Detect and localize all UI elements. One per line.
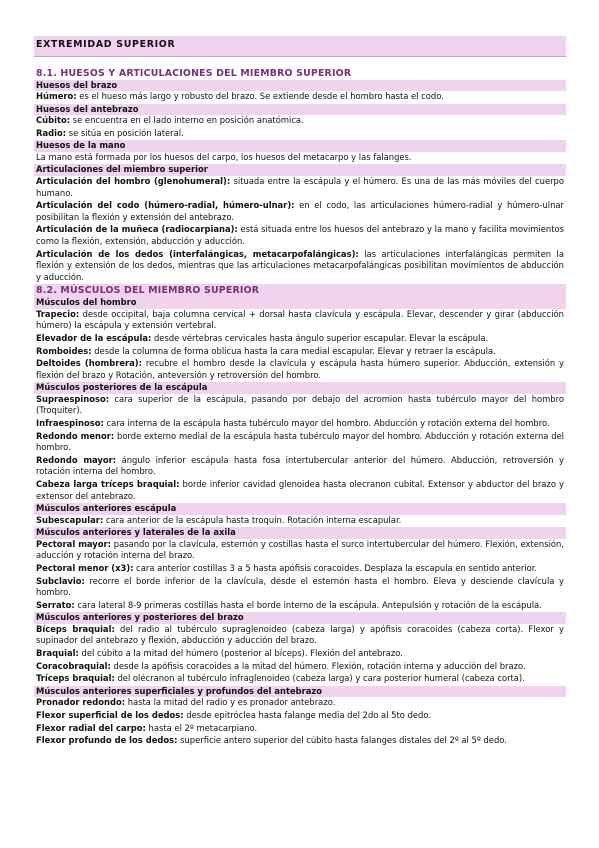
- term-description: La mano está formada por los huesos del carpo, los huesos del metacarpo y las falanges.: [36, 151, 412, 162]
- term-label: Subescapular:: [36, 514, 104, 525]
- term-description: borde inferior cavidad glenoidea hasta olecranon cubital. Extensor y abductor del brazo y extensor del antebrazo.: [36, 479, 564, 501]
- term-description: recorre el borde inferior de la clavícula, desde el esternón hasta el hombro. Eleva y desciende clavícula y hombro.: [36, 575, 564, 598]
- term-description: desde epitróclea hasta falange media del 2do al 5to dedo.: [183, 709, 431, 720]
- term-label: Flexor radial del carpo:: [36, 722, 146, 733]
- term-label: Pronador redondo:: [36, 697, 126, 708]
- term-label: Deltoides (hombrera):: [36, 358, 142, 369]
- term-description: cara anterior de la escápula hasta troquín. Rotación interna escapular.: [103, 514, 402, 525]
- term-label: Subclavio:: [36, 575, 85, 586]
- term-description: se encuentra en el lado interno en posición anatómica.: [70, 115, 304, 126]
- term-label: Braquial:: [36, 648, 79, 659]
- term-label: Articulación del codo (húmero-radial, húmero-ulnar):: [36, 200, 295, 211]
- subsection-heading: Músculos anteriores escápula: [34, 503, 566, 515]
- subsection-heading: Huesos del antebrazo: [34, 104, 566, 116]
- term-label: Articulación del hombro (glenohumeral):: [36, 175, 231, 186]
- term-label: Pectoral mayor:: [36, 538, 112, 549]
- paragraph: [34, 333, 566, 346]
- paragraph: [34, 224, 566, 248]
- term-description: hasta el 2º metacarpiano.: [145, 722, 258, 733]
- term-label: Pectoral menor (x3):: [36, 563, 134, 573]
- paragraph: [34, 358, 566, 382]
- paragraph: [34, 661, 566, 674]
- term-description: en el codo, las articulaciones húmero-radial y húmero-ulnar posibilitan la flexión y extensión del antebrazo.: [36, 200, 564, 222]
- term-description: cara interna de la escápula hasta tubérculo mayor del hombro. Abducción y rotación externa del hombro.: [103, 418, 550, 429]
- term-label: Cabeza larga tríceps braquial:: [36, 479, 180, 490]
- paragraph: [34, 115, 566, 128]
- paragraph: [34, 176, 566, 200]
- term-description: del cúbito a la mitad del húmero (posterior al bíceps). Flexión del antebrazo.: [78, 648, 403, 659]
- term-label: Serrato:: [36, 599, 75, 610]
- subsection-heading: Articulaciones del miembro superior: [34, 164, 566, 176]
- paragraph: [34, 91, 566, 104]
- term-description: del radio al tubérculo supraglenoideo (cabeza larga) y apófisis coracoides (cabeza corta). Flexor y supinador del antebrazo y flexión, abducción y aducción del brazo.: [36, 623, 564, 646]
- subsection-heading: Huesos de la mano: [34, 140, 566, 152]
- term-description: ángulo inferior escápula hasta fosa intertubercular anterior del húmero. Abducción, retroversión y rotación interna del hombro.: [36, 454, 564, 477]
- subsection-heading: Músculos posteriores de la escápula: [34, 382, 566, 394]
- subsection-heading: Músculos anteriores y posteriores del brazo: [34, 612, 566, 624]
- term-label: Supraespinoso:: [36, 393, 110, 404]
- term-label: Trapecio:: [36, 308, 80, 319]
- subsection-heading: Músculos anteriores superficiales y profundos del antebrazo: [34, 686, 566, 698]
- paragraph: [34, 346, 566, 359]
- paragraph: [34, 710, 566, 723]
- paragraph: [34, 200, 566, 224]
- term-description: pasando por la clavícula, esternón y costillas hasta el surco intertubercular del húmero. Flexión, extensión, aducción y rotación interna del brazo.: [36, 538, 565, 561]
- term-description: recubre el hombro desde la clavícula y escápula hasta húmero superior. Abducción, extensión y flexión del brazo y Rotación, anteversión y retroversión del hombro.: [36, 358, 564, 380]
- term-label: Redondo menor:: [36, 430, 115, 441]
- paragraph: [34, 309, 566, 333]
- paragraph: [34, 128, 566, 141]
- term-label: Elevador de la escápula:: [36, 333, 152, 343]
- subsection-heading: Músculos anteriores y laterales de la axila: [34, 527, 566, 539]
- term-description: desde occipital, baja columna cervical + dorsal hasta clavícula y escápula. Elevar, descender y girar (abducción húmero) la escápula y extensión vertebral.: [36, 308, 564, 331]
- paragraph: [34, 563, 566, 576]
- document-title: EXTREMIDAD SUPERIOR: [34, 36, 566, 57]
- term-label: Flexor profundo de los dedos:: [36, 735, 178, 746]
- term-label: Romboides:: [36, 345, 92, 356]
- paragraph: [34, 515, 566, 528]
- term-description: las articulaciones interfalángicas permiten la flexión y extensión de los dedos, mientras que las articulaciones metacarpofalángicas posibilitan movimientos de abducción y aducción.: [36, 248, 564, 282]
- term-label: Redondo mayor:: [36, 454, 117, 465]
- term-label: Flexor superficial de los dedos:: [36, 709, 184, 720]
- term-description: cara superior de la escápula, pasando por debajo del acromion hasta tubérculo mayor del hombro (Troquiter).: [36, 393, 564, 416]
- paragraph: [34, 479, 566, 503]
- term-label: Articulación de los dedos (interfalángicas, metacarpofalángicas):: [36, 248, 359, 259]
- term-description: cara lateral 8-9 primeras costillas hasta el borde interno de la escápula. Antepulsión y rotación de la escápula.: [74, 599, 542, 610]
- term-description: desde vértebras cervicales hasta ángulo superior escapular. Elevar la escápula.: [151, 333, 489, 343]
- paragraph: [34, 249, 566, 285]
- term-description: se sitúa en posición lateral.: [66, 127, 184, 138]
- paragraph: [34, 697, 566, 710]
- term-label: Cúbito:: [36, 115, 71, 126]
- term-description: del olécranon al tubérculo infraglenoideo (cabeza larga) y cara posterior humeral (cabeza corta).: [114, 673, 525, 684]
- term-label: Tríceps braquial:: [36, 673, 115, 684]
- paragraph: [34, 735, 566, 748]
- document-body: [34, 67, 566, 748]
- term-description: está situada entre los huesos del antebrazo y la mano y facilita movimientos como la flexión, extensión, abducción y aducción.: [36, 224, 564, 246]
- term-label: Articulación de la muñeca (radiocarpiana):: [36, 224, 238, 235]
- paragraph: [34, 624, 566, 648]
- paragraph: [34, 723, 566, 736]
- paragraph: [34, 455, 566, 479]
- term-description: superficie antero superior del cúbito hasta falanges distales del 2º al 5º dedo.: [177, 735, 507, 746]
- paragraph: [34, 539, 566, 563]
- paragraph: [34, 600, 566, 613]
- section-heading: 8.1. HUESOS Y ARTICULACIONES DEL MIEMBRO SUPERIOR: [36, 67, 352, 79]
- paragraph: [34, 576, 566, 600]
- paragraph: [34, 152, 566, 165]
- term-description: desde la apófisis coracoides a la mitad del húmero. Flexión, rotación interna y aducción del brazo.: [110, 660, 526, 671]
- section-heading: 8.2. MÚSCULOS DEL MIEMBRO SUPERIOR: [34, 284, 566, 297]
- paragraph: [34, 418, 566, 431]
- paragraph: [34, 673, 566, 686]
- paragraph: [34, 431, 566, 455]
- term-label: Radio:: [36, 127, 67, 138]
- term-label: Coracobraquial:: [36, 660, 111, 671]
- term-label: Húmero:: [36, 91, 77, 102]
- term-description: hasta la mitad del radio y es pronador antebrazo.: [125, 697, 336, 708]
- paragraph: [34, 394, 566, 418]
- subsection-heading: Huesos del brazo: [34, 80, 566, 92]
- paragraph: [34, 648, 566, 661]
- term-label: Infraespinoso:: [36, 418, 104, 429]
- term-description: cara anterior costillas 3 a 5 hasta apófisis coracoides. Desplaza la escapula en sentido anterior.: [133, 563, 538, 573]
- subsection-heading: Músculos del hombro: [34, 297, 566, 309]
- term-label: Bíceps braquial:: [36, 623, 115, 634]
- term-description: desde la columna de forma oblicua hasta la cara medial escapular. Elevar y retraer la escápula.: [91, 345, 496, 356]
- term-description: es el hueso más largo y robusto del brazo. Se extiende desde el hombro hasta el codo.: [76, 91, 444, 102]
- term-description: borde externo medial de la escápula hasta tubérculo mayor del hombro. Abducción y rotación externa del hombro.: [36, 430, 564, 453]
- term-description: situada entre la escápula y el húmero. Es una de las más móviles del cuerpo humano.: [36, 175, 564, 198]
